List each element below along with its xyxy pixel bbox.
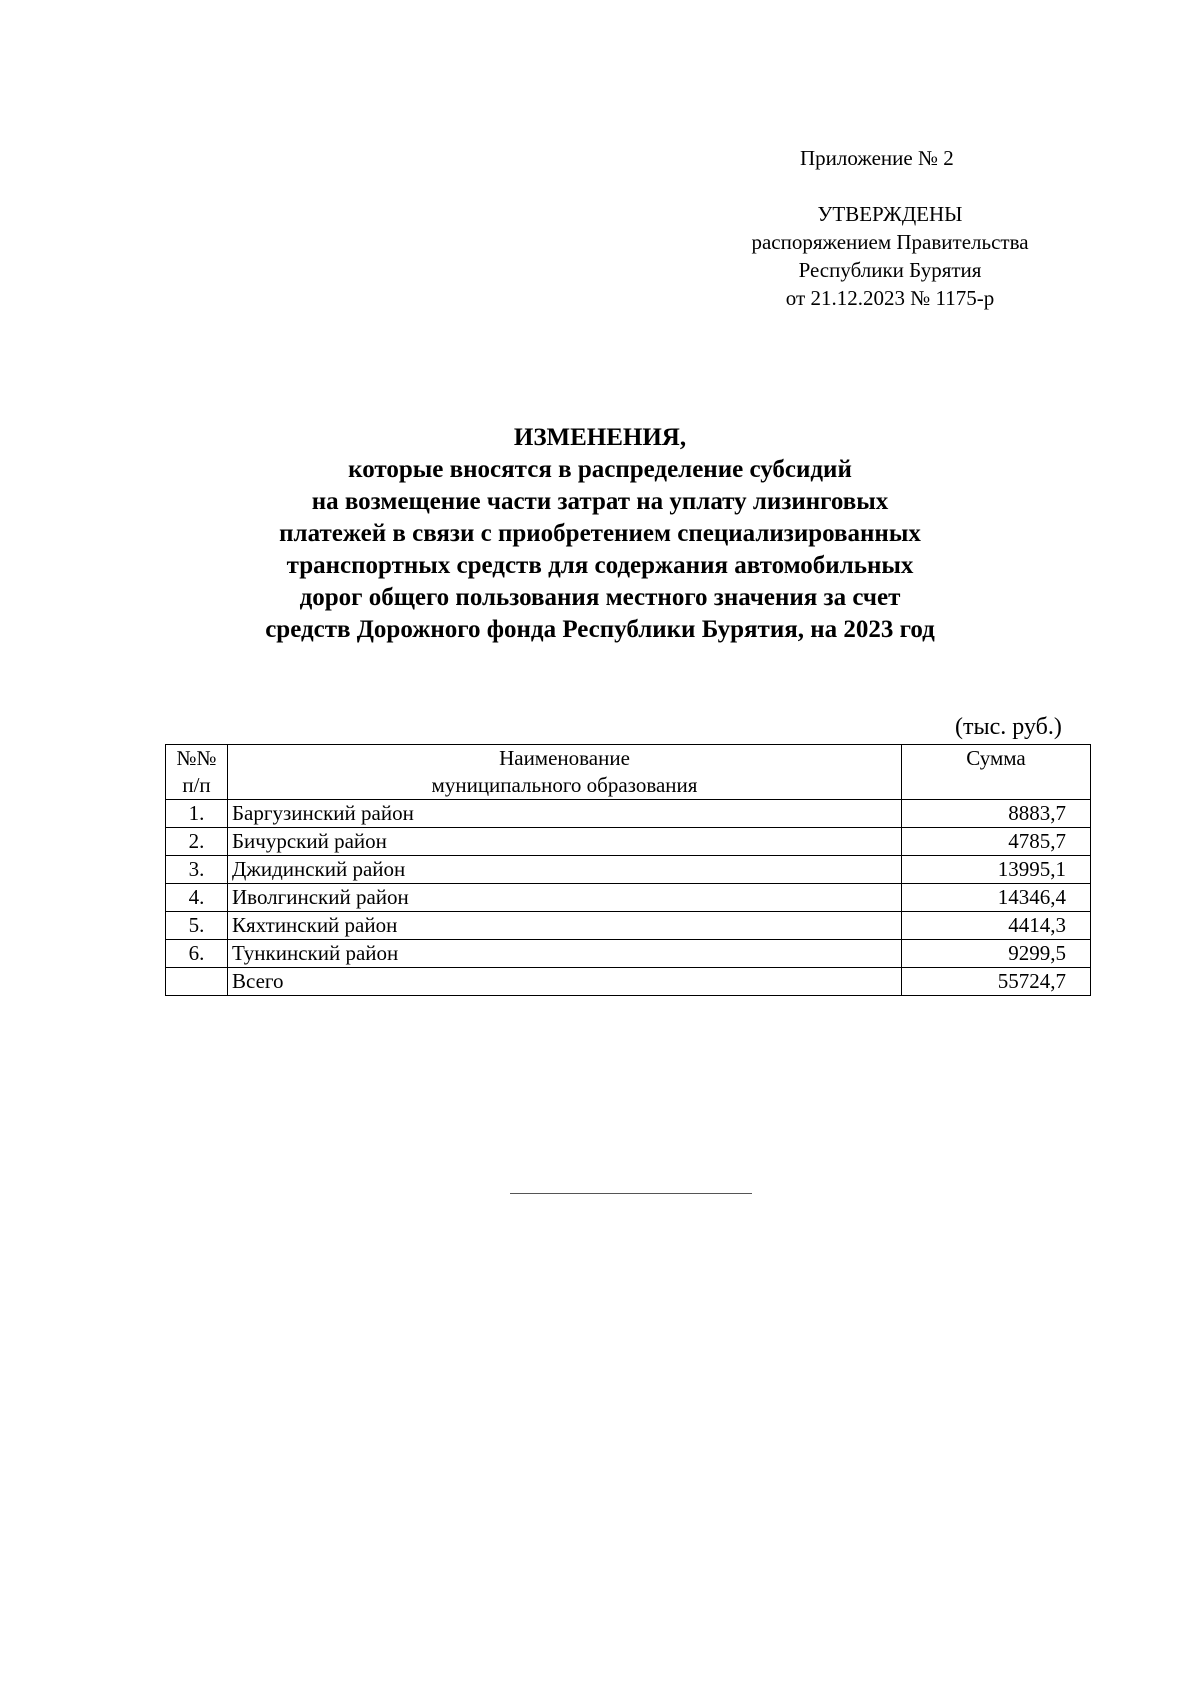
header-num [166, 745, 228, 800]
header-num-line1: №№ [176, 746, 217, 770]
document-title [150, 422, 1050, 646]
header-sum [902, 745, 1091, 800]
approval-line: УТВЕРЖДЕНЫ [817, 202, 963, 226]
total-label: Всего [228, 968, 902, 996]
row-name: Бичурский район [228, 828, 902, 856]
row-num: 1. [166, 800, 228, 828]
approval-line: распоряжением Правительства [751, 230, 1029, 254]
table-row [166, 856, 1091, 884]
row-num: 2. [166, 828, 228, 856]
row-sum: 13995,1 [997, 857, 1066, 881]
closing-divider [510, 1193, 752, 1194]
approval-line: от 21.12.2023 № 1175-р [785, 286, 995, 310]
title-line: на возмещение части затрат на уплату лизинговых [311, 488, 889, 515]
unit-label: (тыс. руб.) [955, 714, 1062, 740]
total-sum: 55724,7 [997, 969, 1066, 993]
approval-line: Республики Бурятия [798, 258, 982, 282]
row-name: Кяхтинский район [228, 912, 902, 940]
table-row [166, 884, 1091, 912]
title-line: транспортных средств для содержания автомобильных [286, 552, 914, 579]
row-num: 5. [166, 912, 228, 940]
row-sum-cell [902, 828, 1091, 856]
row-sum-cell [902, 912, 1091, 940]
table-row [166, 912, 1091, 940]
row-name: Баргузинский район [228, 800, 902, 828]
row-sum: 14346,4 [997, 885, 1066, 909]
row-num: 4. [166, 884, 228, 912]
row-num: 6. [166, 940, 228, 968]
table-header-row [166, 745, 1091, 800]
approval-block [700, 200, 1080, 312]
row-sum-cell [902, 856, 1091, 884]
title-line: средств Дорожного фонда Республики Бурятия, на 2023 год [265, 616, 935, 643]
row-sum: 9299,5 [1008, 941, 1066, 965]
title-line: дорог общего пользования местного значения за счет [299, 584, 901, 611]
table-row [166, 800, 1091, 828]
header-sum-label: Сумма [966, 746, 1026, 770]
header-name-line1: Наименование [499, 746, 630, 770]
row-sum-cell [902, 940, 1091, 968]
title-line: ИЗМЕНЕНИЯ, [513, 424, 687, 451]
row-sum-cell [902, 800, 1091, 828]
total-num [166, 968, 228, 996]
appendix-label: Приложение № 2 [800, 146, 954, 170]
header-name [228, 745, 902, 800]
header-name-line2: муниципального образования [431, 773, 698, 797]
row-sum: 4785,7 [1008, 829, 1066, 853]
title-line: платежей в связи с приобретением специализированных [279, 520, 921, 547]
row-name: Джидинский район [228, 856, 902, 884]
table-row [166, 940, 1091, 968]
table-total-row [166, 968, 1091, 996]
distribution-table [165, 744, 1091, 996]
header-num-line2: п/п [182, 773, 211, 797]
title-line: которые вносятся в распределение субсидий [348, 456, 852, 483]
total-sum-cell [902, 968, 1091, 996]
row-sum: 4414,3 [1008, 913, 1066, 937]
row-name: Тункинский район [228, 940, 902, 968]
row-name: Иволгинский район [228, 884, 902, 912]
row-sum: 8883,7 [1008, 801, 1066, 825]
table-row [166, 828, 1091, 856]
row-sum-cell [902, 884, 1091, 912]
row-num: 3. [166, 856, 228, 884]
